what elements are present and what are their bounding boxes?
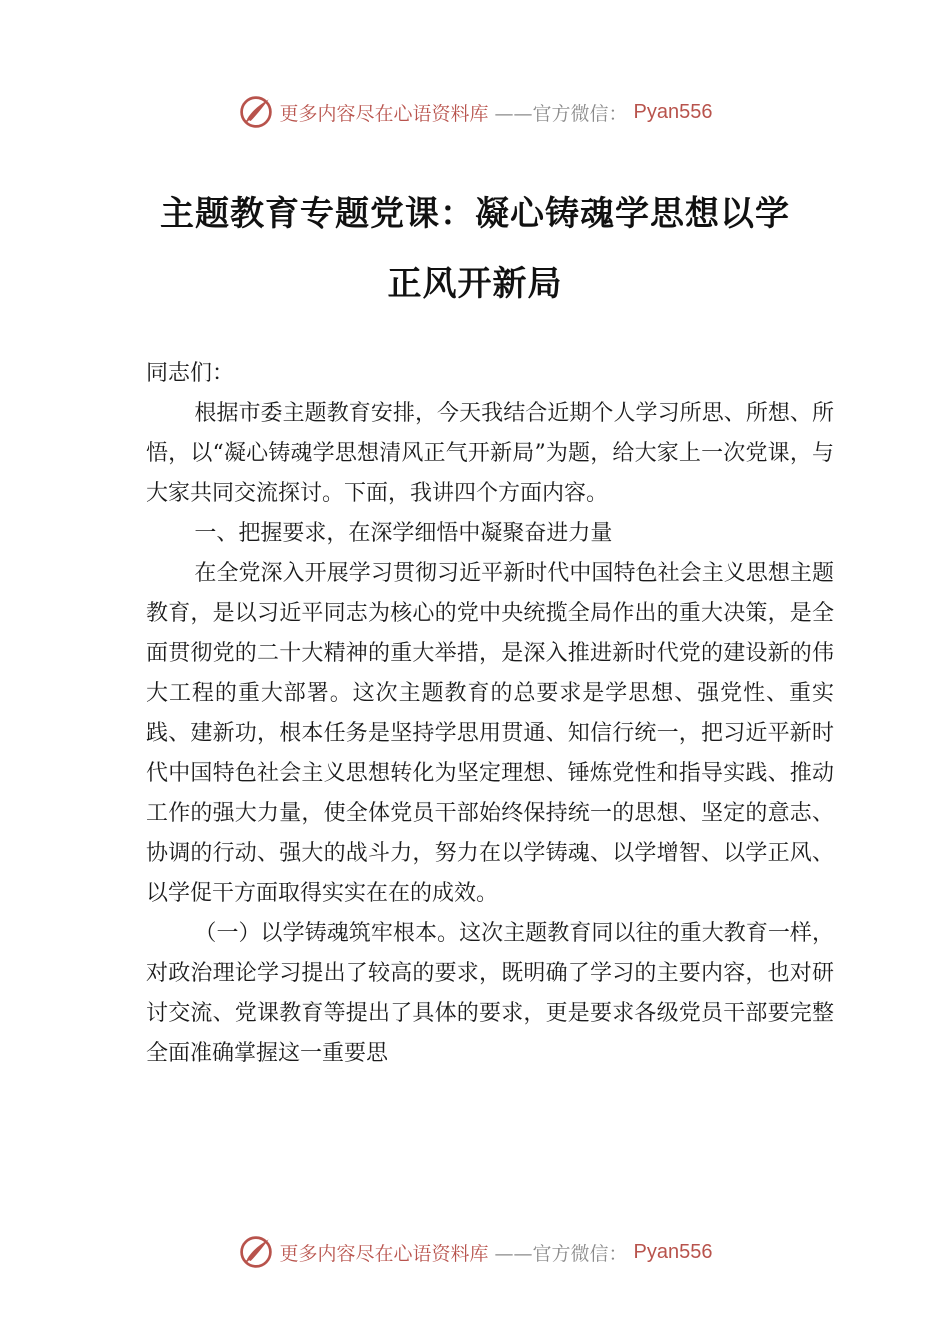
- banner-brand-text: 更多内容尽在心语资料库: [279, 102, 489, 125]
- quill-logo-icon: [238, 1234, 274, 1270]
- subsection-1-paragraph: （一）以学铸魂筑牢根本。这次主题教育同以往的重大教育一样，对政治理论学习提出了较高的要求，既明确了学习的主要内容，也对研讨交流、党课教育等提出了具体的要求，更是要求各级党员干部要完整全面准确掌握这一重要思: [146, 921, 834, 1066]
- footer-banner: [0, 1234, 950, 1270]
- document-title-line-1: 主题教育专题党课：凝心铸魂学思想以学: [160, 194, 790, 234]
- section-1-heading: 一、把握要求，在深学细悟中凝聚奋进力量: [194, 521, 613, 546]
- intro-paragraph: 根据市委主题教育安排，今天我结合近期个人学习所思、所想、所悟，以“凝心铸魂学思想清风正气开新局”为题，给大家上一次党课，与大家共同交流探讨。下面，我讲四个方面内容。: [146, 401, 834, 506]
- banner-contact-label: ——官方微信：: [494, 102, 628, 125]
- document-title-line-2: 正风开新局: [387, 264, 563, 304]
- banner-contact-label: ——官方微信：: [494, 1242, 628, 1265]
- banner-wechat-id: Pyan556: [633, 100, 713, 123]
- header-banner: [0, 94, 950, 130]
- quill-logo-icon: [238, 94, 274, 130]
- banner-wechat-id: Pyan556: [633, 1240, 713, 1263]
- greeting: 同志们：: [146, 361, 235, 386]
- banner-brand-text: 更多内容尽在心语资料库: [279, 1242, 489, 1265]
- section-1-paragraph: 在全党深入开展学习贯彻习近平新时代中国特色社会主义思想主题教育，是以习近平同志为核心的党中央统揽全局作出的重大决策，是全面贯彻党的二十大精神的重大举措，是深入推进新时代党的建设新的伟大工程的重大部署。这次主题教育的总要求是学思想、强党性、重实践、建新功，根本任务是坚持学思用贯通、知信行统一，把习近平新时代中国特色社会主义思想转化为坚定理想、锤炼党性和指导实践、推动工作的强大力量，使全体党员干部始终保持统一的思想、坚定的意志、协调的行动、强大的战斗力，努力在以学铸魂、以学增智、以学正风、以学促干方面取得实实在在的成效。: [146, 561, 834, 906]
- document-body: [146, 354, 834, 1074]
